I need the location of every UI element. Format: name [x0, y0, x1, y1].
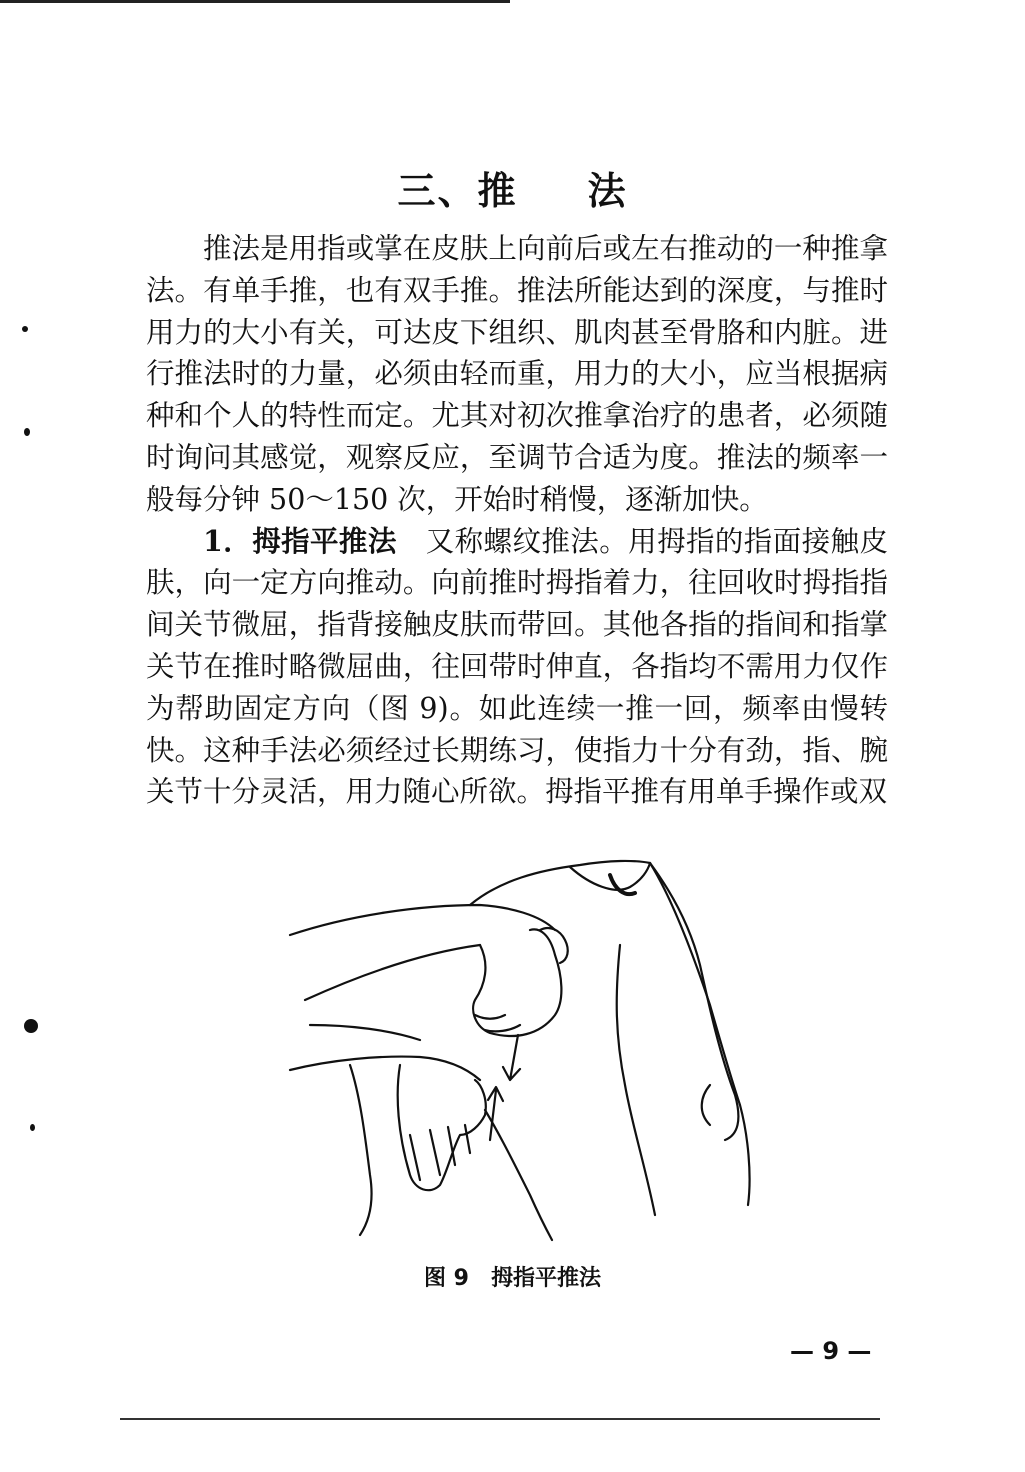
section-title-tail: 法 [587, 168, 628, 213]
patient-hair [610, 875, 635, 894]
page-number: — 9 — [790, 1337, 872, 1365]
thumb-hand-outline [473, 929, 561, 1036]
section-title [0, 160, 1025, 215]
body-text [146, 228, 888, 813]
subsection-body: 又称螺纹推法。用拇指的指面接触皮肤，向一定方向推动。向前推时拇指着力，往回收时拇指指间关节微屈，指背接触皮肤而带回。其他各指的指间和指掌关节在推时略微屈曲，往回带时伸直，各指均不需用力仅作为帮助固定方向（图 9)。如此连续一推一回，频率由慢转快。这种手法必须经过长期练习，使指力十分有劲，指、腕关节十分灵活，用力随心所欲。拇指平推有用单手操作或双 [146, 524, 888, 809]
section-title-head: 三、推 [397, 168, 518, 213]
flat-hand-fingers [410, 1125, 470, 1180]
patient-right-arm [650, 863, 750, 1205]
chair-contour [350, 1065, 372, 1235]
bottom-rule [120, 1418, 880, 1420]
patient-spine-fold [617, 945, 655, 1215]
therapist-upper-arm [290, 905, 555, 935]
scan-speck [24, 1019, 38, 1033]
therapist-upper-arm-lower [305, 945, 480, 1000]
therapist-lower-arm [290, 1057, 480, 1080]
scan-speck [24, 428, 30, 436]
scan-speck [30, 1124, 35, 1131]
patient-lower-back [485, 1110, 552, 1240]
push-arrow-up [488, 1087, 503, 1140]
figure-caption [0, 1261, 1025, 1292]
scan-speck [22, 326, 28, 332]
patient-back-outline [470, 861, 738, 1140]
flat-hand-outline [398, 1065, 486, 1190]
patient-side-crease [702, 1085, 710, 1125]
subsection-title: 1．拇指平推法 [203, 523, 397, 558]
figure-illustration [270, 835, 770, 1245]
push-arrow-down [503, 1035, 520, 1080]
therapist-lower-arm-top [310, 1025, 420, 1040]
paragraph-intro: 推法是用指或掌在皮肤上向前后或左右推动的一种推拿法。有单手推，也有双手推。推法所能达到的深度，与推时用力的大小有关，可达皮下组织、肌肉甚至骨胳和内脏。进行推法时的力量，必须由轻而重，用力的大小，应当根据病种和个人的特性而定。尤其对初次推拿治疗的患者，必须随时询问其感觉，观察反应，至调节合适为度。推法的频率一般每分钟 50～150 次，开始时稍慢，逐渐加快。 [146, 232, 888, 516]
figure-caption-label: 图 9 [424, 1266, 469, 1291]
page-top-edge-line [0, 0, 510, 3]
figure-caption-text: 拇指平推法 [490, 1266, 601, 1291]
paragraph-thumb-push [146, 521, 888, 814]
